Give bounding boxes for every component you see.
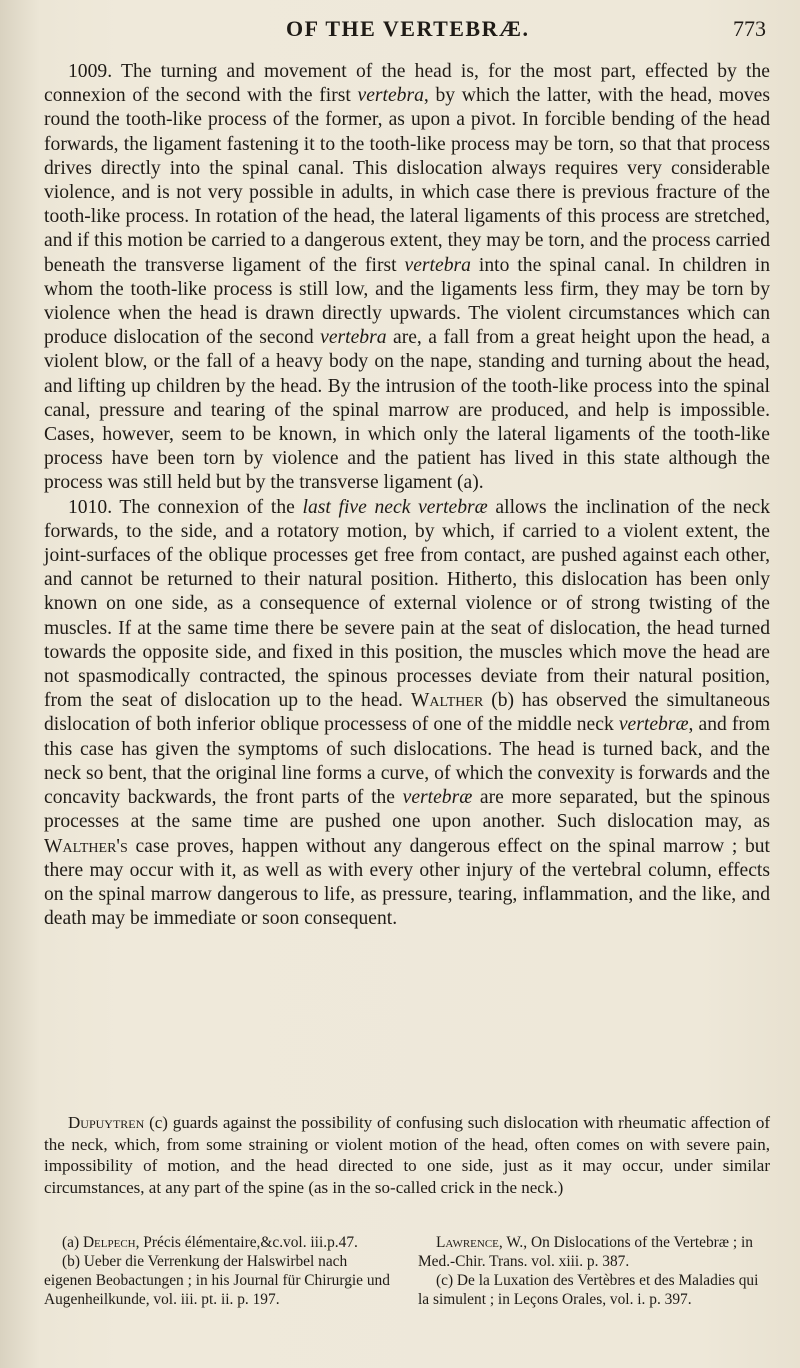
paragraph-number: 1010.: [68, 496, 113, 518]
paragraph-dupuytren: Dupuytren (c) guards against the possibility of confusing such dislocation with rheumatic affection of the neck, which, from some straining or violent motion of the head, often comes on with severe pain, impossibility of motion, and the head directed to one side, just as it may occur, under similar circumstances, at any part of the spine (as in the so-called crick in the neck.): [44, 1113, 770, 1197]
footnotes-right: [418, 1233, 770, 1309]
footnote-c: (c) De la Luxation des Vertèbres et des Maladies qui la simulent ; in Leçons Orales, vol. i. p. 397.: [418, 1272, 759, 1308]
page-header: [0, 14, 800, 48]
footnote-b: (b) Ueber die Verrenkung der Halswirbel nach eigenen Beobactungen ; in his Journal für Chirurgie und Augenheilkunde, vol. iii. pt. ii. p. 197.: [44, 1253, 390, 1308]
footnotes-left: [44, 1233, 396, 1309]
paragraph-1010: 1010. The connexion of the last five neck vertebræ allows the inclination of the neck forwards, to the side, and a rotatory motion, by which, if carried to a violent extent, the joint-surfaces of the oblique processes get free from contact, are pushed against each other, and cannot be returned to their natural position. Hitherto, this dislocation has been only known on one side, as a consequence of external violence or of strong twisting of the muscles. If at the same time there be severe pain at the seat of dislocation, the head turned towards the opposite side, and fixed in this position, the muscles which move the head are not spasmodically contracted, the spinous processes deviate from their natural position, from the seat of dislocation up to the head. Walther (b) has observed the simultaneous dislocation of both inferior oblique processess of one of the middle neck vertebræ, and from this case has given the symptoms of such dislocations. The head is turned back, and the neck so bent, that the original line forms a curve, of which the convexity is forwards and the concavity backwards, the front parts of the vertebræ are more separated, but the spinous processes at the same time are pushed one upon another. Such dislocation may, as Walther's case proves, happen without any dangerous effect on the spinal marrow ; but there may occur with it, as well as with every other injury of the vertebral column, effects on the spinal marrow dangerous to life, as pressure, tearing, inflammation, and the like, and death may be immediate or soon consequent.: [44, 496, 771, 930]
main-text: [44, 60, 770, 931]
footnote-a: (a) Delpech, Précis élémentaire,&c.vol. iii.p.47.: [62, 1234, 358, 1251]
dupuytren-note: [44, 1112, 770, 1198]
page-number: 773: [733, 16, 766, 41]
paragraph-1009: 1009. The turning and movement of the head is, for the most part, effected by the connexion of the second with the first vertebra, by which the latter, with the head, moves round the tooth-like process of the former, as upon a pivot. In forcible bending of the head forwards, the ligament fastening it to the tooth-like process may be torn, so that that process drives directly into the spinal canal. This dislocation always requires very considerable violence, and is not very possible in adults, in which case there is previous fracture of the tooth-like process. In rotation of the head, the lateral ligaments of this process are stretched, and if this motion be carried to a dangerous extent, they may be torn, and the process carried beneath the transverse ligament of the first vertebra into the spinal canal. In children in whom the tooth-like process is still low, and the ligaments less firm, they may be torn by violence when the head is drawn directly upwards. The violent circumstances which can produce dislocation of the second vertebra are, a fall from a great height upon the head, a violent blow, or the fall of a heavy body on the nape, standing and turning about the head, and lifting up children by the head. By the intrusion of the tooth-like process into the spinal canal, pressure and tearing of the spinal marrow are produced, and help is impossible. Cases, however, seem to be known, in which only the lateral ligaments of the tooth-like process have been torn by violence and the patient has lived in this state although the process was still held but by the transverse ligament (a).: [44, 61, 770, 494]
footnote-lawrence: Lawrence, W., On Dislocations of the Vertebræ ; in Med.-Chir. Trans. vol. xiii. p. 387.: [418, 1234, 753, 1270]
footnotes: [44, 1233, 770, 1309]
paragraph-number: 1009.: [68, 61, 113, 82]
running-head: OF THE VERTEBRÆ.: [286, 16, 530, 41]
